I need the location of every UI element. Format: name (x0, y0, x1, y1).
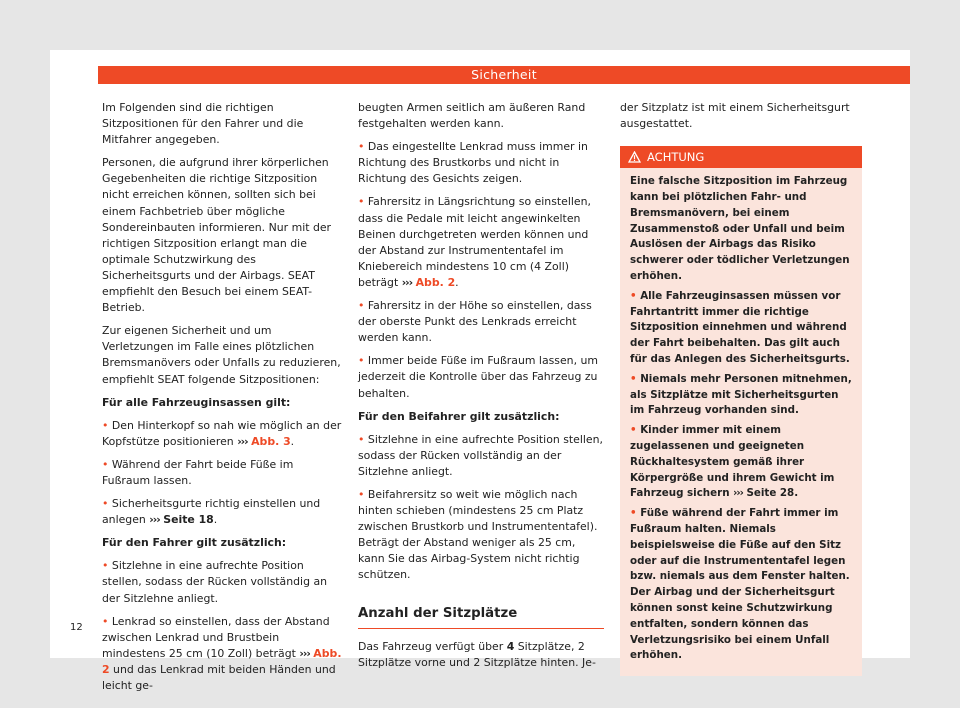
bullet-icon: • (358, 195, 365, 209)
page-link[interactable]: Seite 28 (746, 487, 795, 500)
column-1 (102, 100, 344, 701)
bullet-icon: • (358, 140, 365, 154)
warning-triangle-icon (628, 151, 641, 163)
paragraph: Zur eigenen Sicherheit und um Verletzungen im Falle eines plötzlichen Bremsmanövers oder Unfalls zu reduzieren, empfiehlt SEAT folgende Sitzpositionen: (102, 324, 341, 386)
list-item: • Sitzlehne in eine aufrechte Position stellen, sodass der Rücken vollständig an der Sitzlehne anliegt. (358, 432, 604, 478)
subheading: Für den Beifahrer gilt zusätzlich: (358, 409, 560, 423)
bullet-icon: • (358, 432, 365, 446)
manual-page (50, 50, 910, 692)
list-item: • Niemals mehr Personen mitnehmen, als Sitzplätze mit Sicherheitsgurten im Fahrzeug vorhanden sind. (630, 372, 852, 417)
bullet-icon: • (358, 354, 365, 368)
bullet-icon: • (102, 559, 109, 573)
column-3 (620, 100, 862, 676)
chapter-header: Sicherheit (98, 66, 910, 84)
bullet-icon: • (630, 289, 637, 302)
seat-count: 4 (506, 639, 515, 653)
list-item: • Fahrersitz in der Höhe so einstellen, dass der oberste Punkt des Lenkrads erreicht werden kann. (358, 299, 592, 345)
bullet-icon: • (630, 424, 637, 437)
bullet-icon: • (358, 299, 365, 313)
arrow-ref-icon: ››› (299, 646, 310, 660)
warning-header (620, 146, 862, 168)
column-2 (358, 100, 604, 678)
page-number: 12 (70, 622, 83, 633)
list-item: • Beifahrersitz so weit wie möglich nach hinten schieben (mindestens 25 cm Platz zwischen Brustkorb und Instrumententafel). Beträgt der Abstand weniger als 25 cm, kann Sie das Airbag-System nicht richtig schützen. (358, 487, 598, 582)
figure-link[interactable]: Abb. 2 (102, 646, 342, 676)
bullet-icon: • (630, 507, 637, 520)
list-item: • Füße während der Fahrt immer im Fußraum halten. Niemals beispielsweise die Füße auf den Sitz oder auf die Instrumententafel legen bzw. niemals aus dem Fenster halten. Der Airbag und der Sicherheitsgurt können sonst keine Schutzwirkung entfalten, sondern können das Verletzungsrisiko bei einem Unfall erhöhen. (630, 507, 850, 662)
paragraph: Personen, die aufgrund ihrer körperlichen Gegebenheiten die richtige Sitzposition nicht erreichen können, sollten sich bei einem Fachbetrieb über mögliche Sondereinbauten informieren. Nur mit der richtigen Sitzposition erlangt man die optimale Schutzwirkung des Sicherheitsgurts und der Airbags. SEAT empfiehlt den Besuch bei einem SEAT-Betrieb. (102, 156, 332, 315)
paragraph: der Sitzplatz ist mit einem Sicherheitsgurt ausgestattet. (620, 101, 850, 131)
paragraph: beugten Armen seitlich am äußeren Rand festgehalten werden kann. (358, 101, 586, 131)
list-item: • Das eingestellte Lenkrad muss immer in Richtung des Brustkorbs und nicht in Richtung des Gesichts zeigen. (358, 140, 588, 186)
list-item: • Sicherheitsgurte richtig einstellen und anlegen ››› Seite 18. (102, 497, 321, 527)
bullet-icon: • (102, 457, 109, 471)
list-item: • Alle Fahrzeuginsassen müssen vor Fahrtantritt immer die richtige Sitzposition einnehmen und während der Fahrt beibehalten. Das gilt auch für das Anlegen des Sicherheitsgurts. (630, 289, 850, 365)
warning-text: Eine falsche Sitzposition im Fahrzeug kann bei plötzlichen Fahr- und Bremsmanövern, bei einem Zusammenstoß oder Unfall und beim Auslösen der Airbags das Risiko schwerer oder tödlicher Verletzungen erhöhen. (630, 175, 850, 282)
list-item: • Während der Fahrt beide Füße im Fußraum lassen. (102, 457, 294, 487)
list-item: • Immer beide Füße im Fußraum lassen, um jederzeit die Kontrolle über das Fahrzeug zu behalten. (358, 354, 599, 400)
bullet-icon: • (102, 418, 109, 432)
subheading: Für alle Fahrzeuginsassen gilt: (102, 395, 291, 409)
figure-link[interactable]: Abb. 3 (251, 434, 291, 448)
list-item: • Sitzlehne in eine aufrechte Position stellen, sodass der Rücken vollständig an der Sitzlehne anliegt. (102, 559, 328, 605)
warning-title: ACHTUNG (647, 150, 705, 165)
figure-link[interactable]: Abb. 2 (415, 275, 456, 289)
bullet-icon: • (102, 614, 109, 628)
list-item: • Den Hinterkopf so nah wie möglich an der Kopfstütze positionieren ››› Abb. 3. (102, 418, 342, 448)
arrow-ref-icon: ››› (733, 487, 743, 500)
paragraph: Das Fahrzeug verfügt über 4 Sitzplätze, 2 Sitzplätze vorne und 2 Sitzplätze hinten. Je- (358, 639, 596, 669)
list-item: • Lenkrad so einstellen, dass der Abstand zwischen Lenkrad und Brustbein mindestens 25 cm (10 Zoll) beträgt ››› Abb. 2 und das Lenkrad mit beiden Händen und leicht ge- (102, 614, 342, 692)
warning-box (620, 146, 862, 676)
subheading: Für den Fahrer gilt zusätzlich: (102, 536, 287, 550)
bullet-icon: • (630, 372, 637, 385)
list-item: • Fahrersitz in Längsrichtung so einstellen, dass die Pedale mit leicht angewinkelten Beinen durchgetreten werden können und der Abstand zur Instrumententafel im Kniebereich mindestens 10 cm (4 Zoll) beträgt ››› Abb. 2. (358, 195, 591, 289)
arrow-ref-icon: ››› (401, 275, 413, 289)
list-item: • Kinder immer mit einem zugelassenen und geeigneten Rückhaltesystem gemäß ihrer Körpergröße und ihrem Gewicht im Fahrzeug sichern ››› Seite 28. (630, 424, 835, 500)
bullet-icon: • (102, 497, 109, 511)
section-title: Anzahl der Sitzplätze (358, 606, 604, 629)
arrow-ref-icon: ››› (149, 513, 160, 527)
bullet-icon: • (358, 487, 365, 501)
paragraph: Im Folgenden sind die richtigen Sitzpositionen für den Fahrer und die Mitfahrer angegeben. (102, 101, 304, 147)
arrow-ref-icon: ››› (237, 434, 248, 448)
page-link[interactable]: Seite 18 (163, 513, 214, 527)
warning-body (620, 168, 862, 676)
